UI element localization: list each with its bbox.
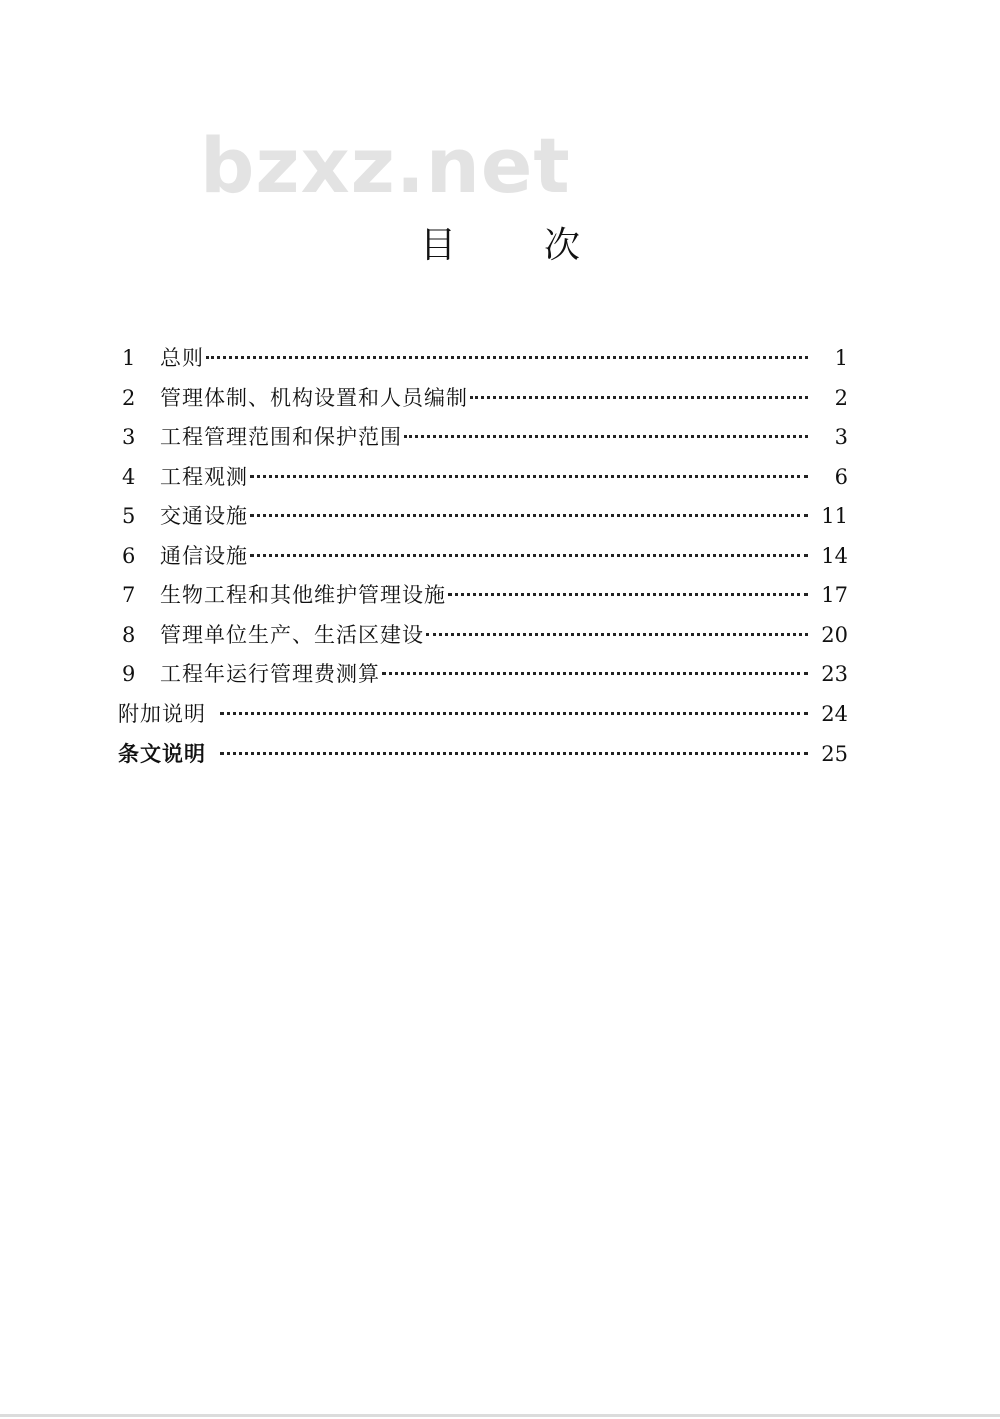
toc-leader-dots xyxy=(250,554,808,557)
toc-leader-dots xyxy=(220,712,808,715)
toc-entry-page: 6 xyxy=(834,464,848,489)
toc-entry-page: 23 xyxy=(821,662,848,686)
toc-entry-8[interactable] xyxy=(118,622,848,665)
toc-entry-6[interactable] xyxy=(118,543,848,586)
page-bottom-edge xyxy=(0,1414,1000,1417)
toc-entry-label: 通信设施 xyxy=(160,543,248,568)
toc-entry-9[interactable] xyxy=(118,664,848,704)
toc-entry-number: 6 xyxy=(122,543,136,568)
toc-entry-page: 17 xyxy=(821,583,848,607)
toc-entry-label: 工程观测 xyxy=(160,464,248,489)
toc-entry-4[interactable] xyxy=(118,464,848,507)
toc-entry-label: 条文说明 xyxy=(118,741,206,766)
toc-entry-number: 3 xyxy=(122,425,136,449)
toc-entry-label: 生物工程和其他维护管理设施 xyxy=(160,583,446,607)
table-of-contents xyxy=(118,348,848,783)
toc-entry-number: 8 xyxy=(122,622,136,647)
toc-entry-label: 管理单位生产、生活区建设 xyxy=(160,622,424,647)
toc-entry-page: 14 xyxy=(821,543,848,568)
toc-entry-page: 24 xyxy=(821,701,848,726)
toc-leader-dots xyxy=(220,752,808,755)
toc-entry-1[interactable] xyxy=(118,348,848,388)
toc-entry-label: 附加说明 xyxy=(118,701,206,726)
title-char-2: 次 xyxy=(544,225,581,266)
toc-entry-3[interactable] xyxy=(118,427,848,467)
toc-entry-page: 11 xyxy=(821,504,848,528)
toc-leader-dots xyxy=(250,475,808,478)
toc-leader-dots xyxy=(250,514,808,517)
toc-leader-dots xyxy=(404,435,808,438)
toc-entry-clause-notes[interactable] xyxy=(118,743,848,783)
toc-entry-5[interactable] xyxy=(118,506,848,546)
toc-entry-2[interactable] xyxy=(118,385,848,428)
toc-leader-dots xyxy=(426,633,808,636)
toc-entry-page: 20 xyxy=(821,622,848,647)
toc-entry-label: 管理体制、机构设置和人员编制 xyxy=(160,385,468,410)
toc-leader-dots xyxy=(470,396,808,399)
title-char-1: 目 xyxy=(419,225,456,266)
toc-entry-number: 5 xyxy=(122,504,136,528)
toc-entry-label: 交通设施 xyxy=(160,504,248,528)
toc-entry-number: 7 xyxy=(122,583,136,607)
toc-entry-page: 2 xyxy=(834,385,848,410)
toc-entry-number: 9 xyxy=(122,662,136,686)
toc-entry-label: 工程管理范围和保护范围 xyxy=(160,425,402,449)
toc-entry-number: 1 xyxy=(122,346,136,370)
toc-entry-7[interactable] xyxy=(118,585,848,625)
toc-leader-dots xyxy=(206,356,808,359)
toc-leader-dots xyxy=(382,672,808,675)
watermark-text: bzxz.net xyxy=(200,121,571,210)
toc-entry-page: 3 xyxy=(834,425,848,449)
toc-leader-dots xyxy=(448,593,808,596)
toc-entry-label: 工程年运行管理费测算 xyxy=(160,662,380,686)
toc-entry-appendix[interactable] xyxy=(118,701,848,744)
toc-entry-number: 2 xyxy=(122,385,136,410)
toc-entry-number: 4 xyxy=(122,464,136,489)
page-title xyxy=(0,225,1000,266)
toc-entry-page: 1 xyxy=(834,346,848,370)
toc-entry-label: 总则 xyxy=(160,346,204,370)
toc-entry-page: 25 xyxy=(821,742,848,766)
